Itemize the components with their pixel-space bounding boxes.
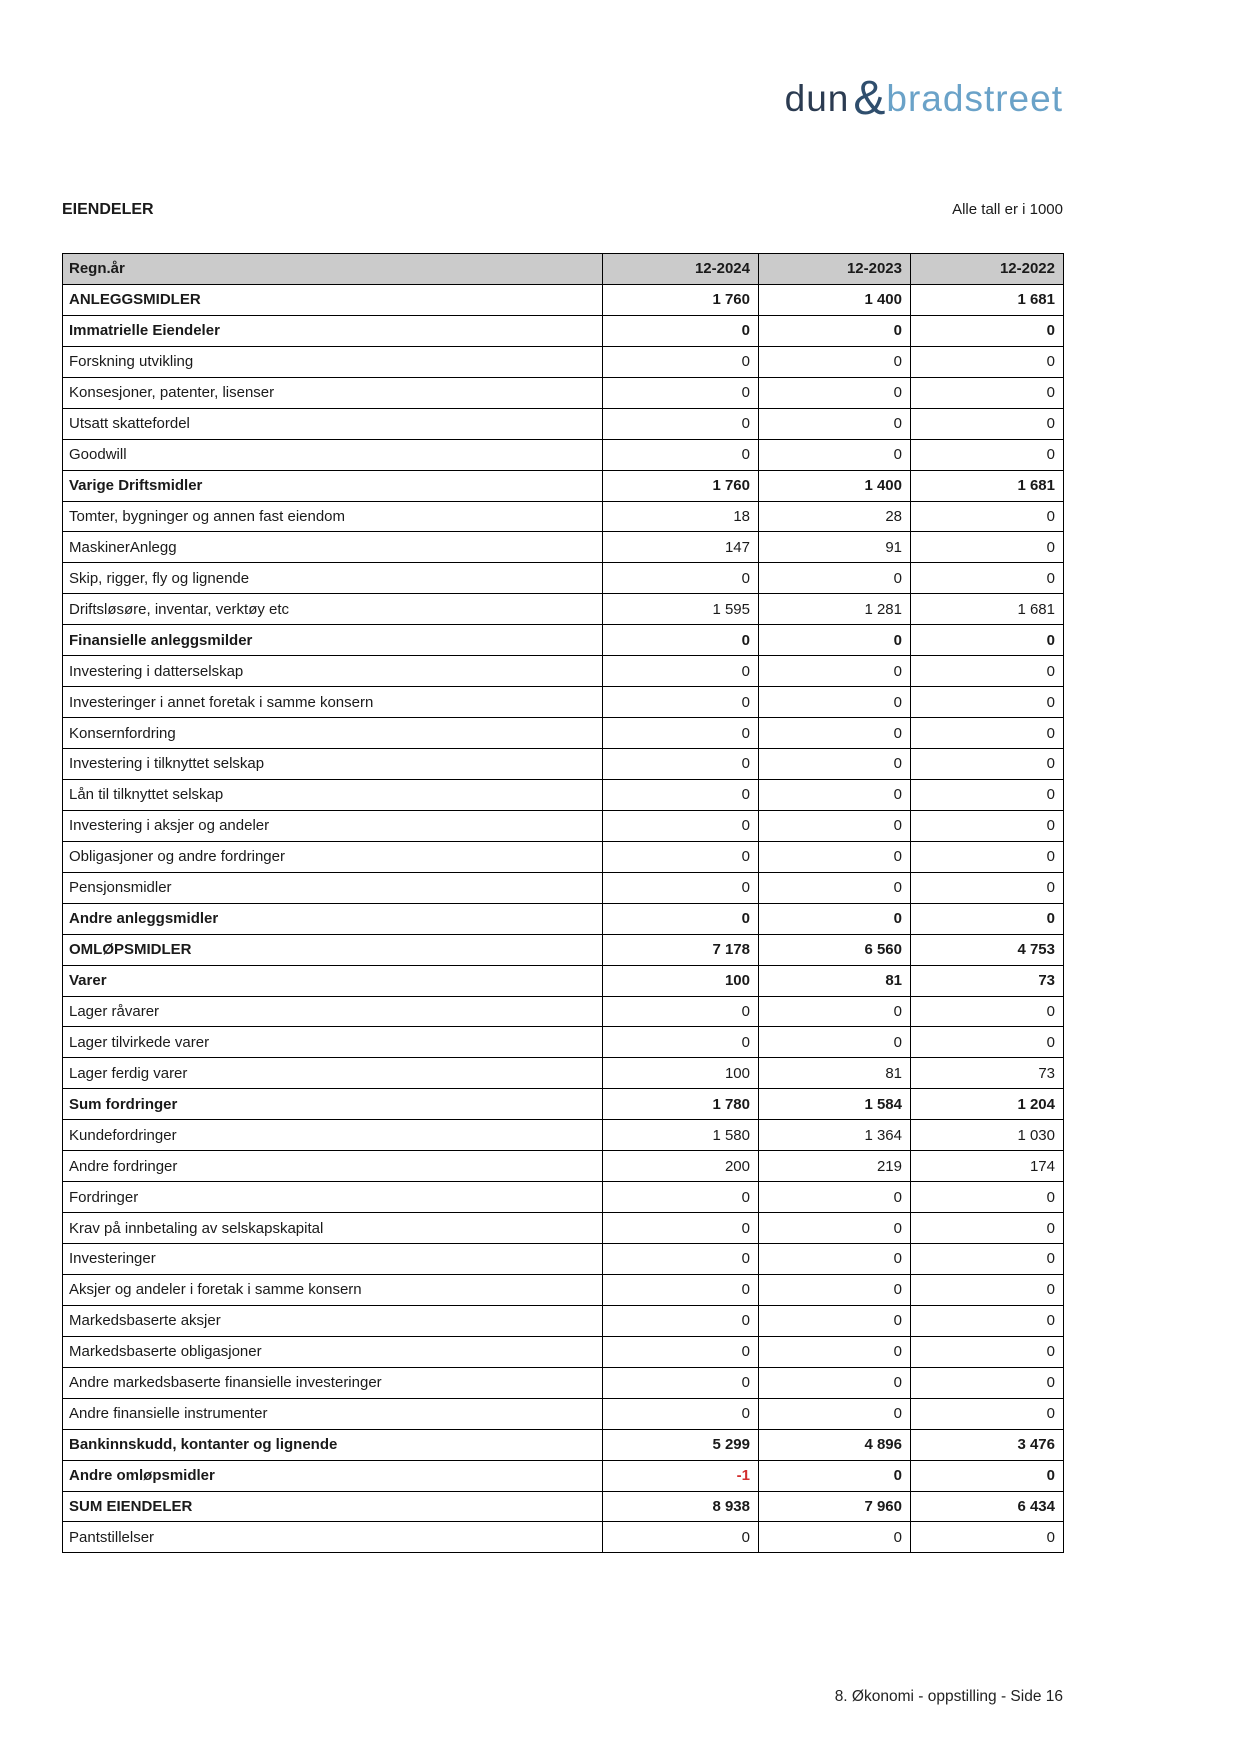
row-value: 0: [603, 1367, 759, 1398]
table-row: [63, 1460, 1064, 1491]
row-value: 100: [603, 965, 759, 996]
row-value: 6 434: [911, 1491, 1064, 1522]
row-value: 7 178: [603, 934, 759, 965]
row-label: Lager råvarer: [63, 996, 603, 1027]
row-label: Immatrielle Eiendeler: [63, 315, 603, 346]
table-header-row: [63, 254, 1064, 285]
row-value: 0: [911, 903, 1064, 934]
row-label: Varige Driftsmidler: [63, 470, 603, 501]
row-value: 0: [911, 687, 1064, 718]
row-value: 1 760: [603, 470, 759, 501]
row-value: 0: [603, 377, 759, 408]
row-value: 0: [759, 408, 911, 439]
header-cell-regnar: Regn.år: [63, 254, 603, 285]
row-label: Andre finansielle instrumenter: [63, 1398, 603, 1429]
header-cell-year-2024: 12-2024: [603, 254, 759, 285]
table-row: [63, 1120, 1064, 1151]
dun-bradstreet-logo: [785, 68, 1063, 123]
row-value: 1 030: [911, 1120, 1064, 1151]
row-value: 0: [603, 1027, 759, 1058]
row-value: 0: [759, 1460, 911, 1491]
row-label: Konsernfordring: [63, 718, 603, 749]
row-label: Finansielle anleggsmilder: [63, 625, 603, 656]
row-value: 73: [911, 965, 1064, 996]
table-row: [63, 315, 1064, 346]
row-label: Aksjer og andeler i foretak i samme konsern: [63, 1274, 603, 1305]
row-value: 0: [911, 1398, 1064, 1429]
row-label: Tomter, bygninger og annen fast eiendom: [63, 501, 603, 532]
row-label: OMLØPSMIDLER: [63, 934, 603, 965]
row-value: 81: [759, 1058, 911, 1089]
table-body: [63, 284, 1064, 1552]
row-value: 1 400: [759, 284, 911, 315]
balance-sheet-table: [62, 253, 1064, 1553]
row-label: Kundefordringer: [63, 1120, 603, 1151]
row-value: 0: [603, 841, 759, 872]
row-value: 0: [759, 779, 911, 810]
row-value: 0: [911, 1367, 1064, 1398]
row-value: 0: [603, 625, 759, 656]
logo-ampersand-icon: &: [853, 72, 886, 125]
row-value: 0: [759, 346, 911, 377]
row-value: 1 281: [759, 594, 911, 625]
row-label: MaskinerAnlegg: [63, 532, 603, 563]
row-value: 0: [911, 1213, 1064, 1244]
row-value: 1 204: [911, 1089, 1064, 1120]
table-row: [63, 1491, 1064, 1522]
row-value: 0: [759, 656, 911, 687]
row-label: Markedsbaserte aksjer: [63, 1305, 603, 1336]
row-value: 6 560: [759, 934, 911, 965]
row-value: 147: [603, 532, 759, 563]
table-row: [63, 532, 1064, 563]
row-value: 0: [603, 656, 759, 687]
row-value: 219: [759, 1151, 911, 1182]
row-label: Obligasjoner og andre fordringer: [63, 841, 603, 872]
row-value: 0: [759, 625, 911, 656]
row-value: 0: [911, 779, 1064, 810]
row-value: 73: [911, 1058, 1064, 1089]
row-value: 1 595: [603, 594, 759, 625]
row-label: Krav på innbetaling av selskapskapital: [63, 1213, 603, 1244]
units-note: Alle tall er i 1000: [952, 201, 1063, 218]
logo-text-bradstreet: bradstreet: [886, 78, 1063, 119]
table-row: [63, 1398, 1064, 1429]
row-label: Investeringer: [63, 1244, 603, 1275]
row-value: 0: [759, 810, 911, 841]
row-value: 0: [911, 872, 1064, 903]
row-value: 1 760: [603, 284, 759, 315]
row-label: Sum fordringer: [63, 1089, 603, 1120]
table-row: [63, 1058, 1064, 1089]
row-label: Forskning utvikling: [63, 346, 603, 377]
row-value: 0: [603, 439, 759, 470]
row-value: 0: [911, 501, 1064, 532]
row-label: Goodwill: [63, 439, 603, 470]
row-value: 0: [911, 656, 1064, 687]
row-label: Investering i aksjer og andeler: [63, 810, 603, 841]
row-value: 0: [603, 408, 759, 439]
row-value: 0: [759, 903, 911, 934]
table-title-row: [62, 201, 1063, 219]
row-value: 0: [759, 841, 911, 872]
row-label: Utsatt skattefordel: [63, 408, 603, 439]
row-value: 0: [603, 903, 759, 934]
row-value: 1 364: [759, 1120, 911, 1151]
row-value: 0: [759, 1213, 911, 1244]
row-value: 0: [759, 1336, 911, 1367]
row-value: 0: [603, 563, 759, 594]
row-value: 0: [759, 1367, 911, 1398]
row-value: 0: [911, 1027, 1064, 1058]
row-value: 4 753: [911, 934, 1064, 965]
row-label: Lager ferdig varer: [63, 1058, 603, 1089]
row-label: Andre omløpsmidler: [63, 1460, 603, 1491]
row-value: 0: [603, 1244, 759, 1275]
row-value: 0: [911, 346, 1064, 377]
row-value: 0: [759, 1244, 911, 1275]
row-value: 0: [911, 1336, 1064, 1367]
row-value: 0: [603, 1213, 759, 1244]
row-value: 0: [603, 718, 759, 749]
table-row: [63, 377, 1064, 408]
row-value: 0: [603, 346, 759, 377]
row-value: 0: [603, 1336, 759, 1367]
row-label: Lån til tilknyttet selskap: [63, 779, 603, 810]
row-value: 174: [911, 1151, 1064, 1182]
row-value: 0: [759, 1027, 911, 1058]
row-value: 0: [759, 563, 911, 594]
page-footer: 8. Økonomi - oppstilling - Side 16: [834, 1688, 1063, 1705]
row-value: 1 580: [603, 1120, 759, 1151]
row-label: Andre markedsbaserte finansielle investeringer: [63, 1367, 603, 1398]
row-value: 1 780: [603, 1089, 759, 1120]
row-value: 18: [603, 501, 759, 532]
row-value: 0: [911, 996, 1064, 1027]
row-label: Fordringer: [63, 1182, 603, 1213]
row-value: 0: [603, 1522, 759, 1553]
row-value: 0: [911, 1182, 1064, 1213]
row-value: 3 476: [911, 1429, 1064, 1460]
row-value: 0: [911, 563, 1064, 594]
row-value: 0: [911, 1244, 1064, 1275]
row-value: 91: [759, 532, 911, 563]
table-row: [63, 872, 1064, 903]
table-row: [63, 1429, 1064, 1460]
table-row: [63, 749, 1064, 780]
row-value: 0: [759, 996, 911, 1027]
row-value: 0: [759, 718, 911, 749]
row-value: 0: [759, 687, 911, 718]
header-cell-year-2023: 12-2023: [759, 254, 911, 285]
table-row: [63, 1274, 1064, 1305]
row-value: 0: [911, 1460, 1064, 1491]
row-value: 1 681: [911, 594, 1064, 625]
row-value: 0: [911, 377, 1064, 408]
row-value: 0: [759, 439, 911, 470]
row-value: 81: [759, 965, 911, 996]
row-value: 0: [759, 1522, 911, 1553]
row-value: 0: [911, 408, 1064, 439]
row-value: 0: [759, 872, 911, 903]
row-value: 4 896: [759, 1429, 911, 1460]
row-value: 0: [603, 996, 759, 1027]
table-row: [63, 470, 1064, 501]
row-label: Investering i tilknyttet selskap: [63, 749, 603, 780]
row-value: 7 960: [759, 1491, 911, 1522]
table-row: [63, 996, 1064, 1027]
row-label: SUM EIENDELER: [63, 1491, 603, 1522]
section-title: EIENDELER: [62, 201, 154, 218]
header-cell-year-2022: 12-2022: [911, 254, 1064, 285]
table-row: [63, 718, 1064, 749]
table-row: [63, 810, 1064, 841]
row-value: 0: [759, 1305, 911, 1336]
table-row: [63, 903, 1064, 934]
row-value: 28: [759, 501, 911, 532]
table-row: [63, 1213, 1064, 1244]
table-row: [63, 1336, 1064, 1367]
row-value: 0: [911, 718, 1064, 749]
row-value: 0: [911, 810, 1064, 841]
logo-text-dun: dun: [784, 78, 850, 119]
row-label: Andre fordringer: [63, 1151, 603, 1182]
row-value: 0: [911, 1522, 1064, 1553]
row-value: 0: [759, 1398, 911, 1429]
table-row: [63, 687, 1064, 718]
row-label: Investeringer i annet foretak i samme konsern: [63, 687, 603, 718]
row-value: 0: [911, 315, 1064, 346]
table-row: [63, 408, 1064, 439]
table-row: [63, 965, 1064, 996]
row-value: 0: [911, 841, 1064, 872]
row-value: 0: [603, 1305, 759, 1336]
row-value: 0: [603, 779, 759, 810]
row-label: Pantstillelser: [63, 1522, 603, 1553]
table-row: [63, 284, 1064, 315]
table-row: [63, 1305, 1064, 1336]
row-value: 0: [759, 749, 911, 780]
row-value: 0: [603, 1398, 759, 1429]
row-value: 200: [603, 1151, 759, 1182]
table-row: [63, 1182, 1064, 1213]
row-label: Driftsløsøre, inventar, verktøy etc: [63, 594, 603, 625]
row-label: Markedsbaserte obligasjoner: [63, 1336, 603, 1367]
row-value: 0: [759, 1182, 911, 1213]
table-row: [63, 1367, 1064, 1398]
row-value: 0: [603, 315, 759, 346]
report-sheet: [62, 0, 1063, 1754]
row-value: 0: [603, 872, 759, 903]
table-row: [63, 1027, 1064, 1058]
row-value: 0: [603, 1182, 759, 1213]
row-label: Andre anleggsmidler: [63, 903, 603, 934]
row-value: 1 681: [911, 284, 1064, 315]
row-value: 1 584: [759, 1089, 911, 1120]
table-row: [63, 346, 1064, 377]
row-label: Investering i datterselskap: [63, 656, 603, 687]
row-value: 0: [759, 1274, 911, 1305]
row-value: 0: [911, 439, 1064, 470]
row-label: Pensjonsmidler: [63, 872, 603, 903]
table-row: [63, 439, 1064, 470]
table-row: [63, 656, 1064, 687]
row-value: 0: [759, 315, 911, 346]
row-label: Skip, rigger, fly og lignende: [63, 563, 603, 594]
table-row: [63, 1089, 1064, 1120]
row-label: Lager tilvirkede varer: [63, 1027, 603, 1058]
row-value: 1 400: [759, 470, 911, 501]
table-row: [63, 563, 1064, 594]
row-value: 0: [603, 749, 759, 780]
row-value: 100: [603, 1058, 759, 1089]
row-label: Bankinnskudd, kontanter og lignende: [63, 1429, 603, 1460]
row-value: 0: [911, 532, 1064, 563]
table-row: [63, 934, 1064, 965]
row-value: 0: [603, 1274, 759, 1305]
row-value: 0: [759, 377, 911, 408]
table-row: [63, 1244, 1064, 1275]
table-row: [63, 594, 1064, 625]
row-value: 5 299: [603, 1429, 759, 1460]
table-row: [63, 841, 1064, 872]
row-value: 0: [911, 749, 1064, 780]
table-row: [63, 501, 1064, 532]
row-value: 0: [603, 810, 759, 841]
row-label: ANLEGGSMIDLER: [63, 284, 603, 315]
table-row: [63, 1522, 1064, 1553]
row-value: -1: [603, 1460, 759, 1491]
row-value: 0: [911, 625, 1064, 656]
table-row: [63, 625, 1064, 656]
table-row: [63, 1151, 1064, 1182]
table-row: [63, 779, 1064, 810]
row-label: Varer: [63, 965, 603, 996]
row-value: 8 938: [603, 1491, 759, 1522]
row-value: 0: [603, 687, 759, 718]
row-label: Konsesjoner, patenter, lisenser: [63, 377, 603, 408]
row-value: 1 681: [911, 470, 1064, 501]
row-value: 0: [911, 1274, 1064, 1305]
row-value: 0: [911, 1305, 1064, 1336]
